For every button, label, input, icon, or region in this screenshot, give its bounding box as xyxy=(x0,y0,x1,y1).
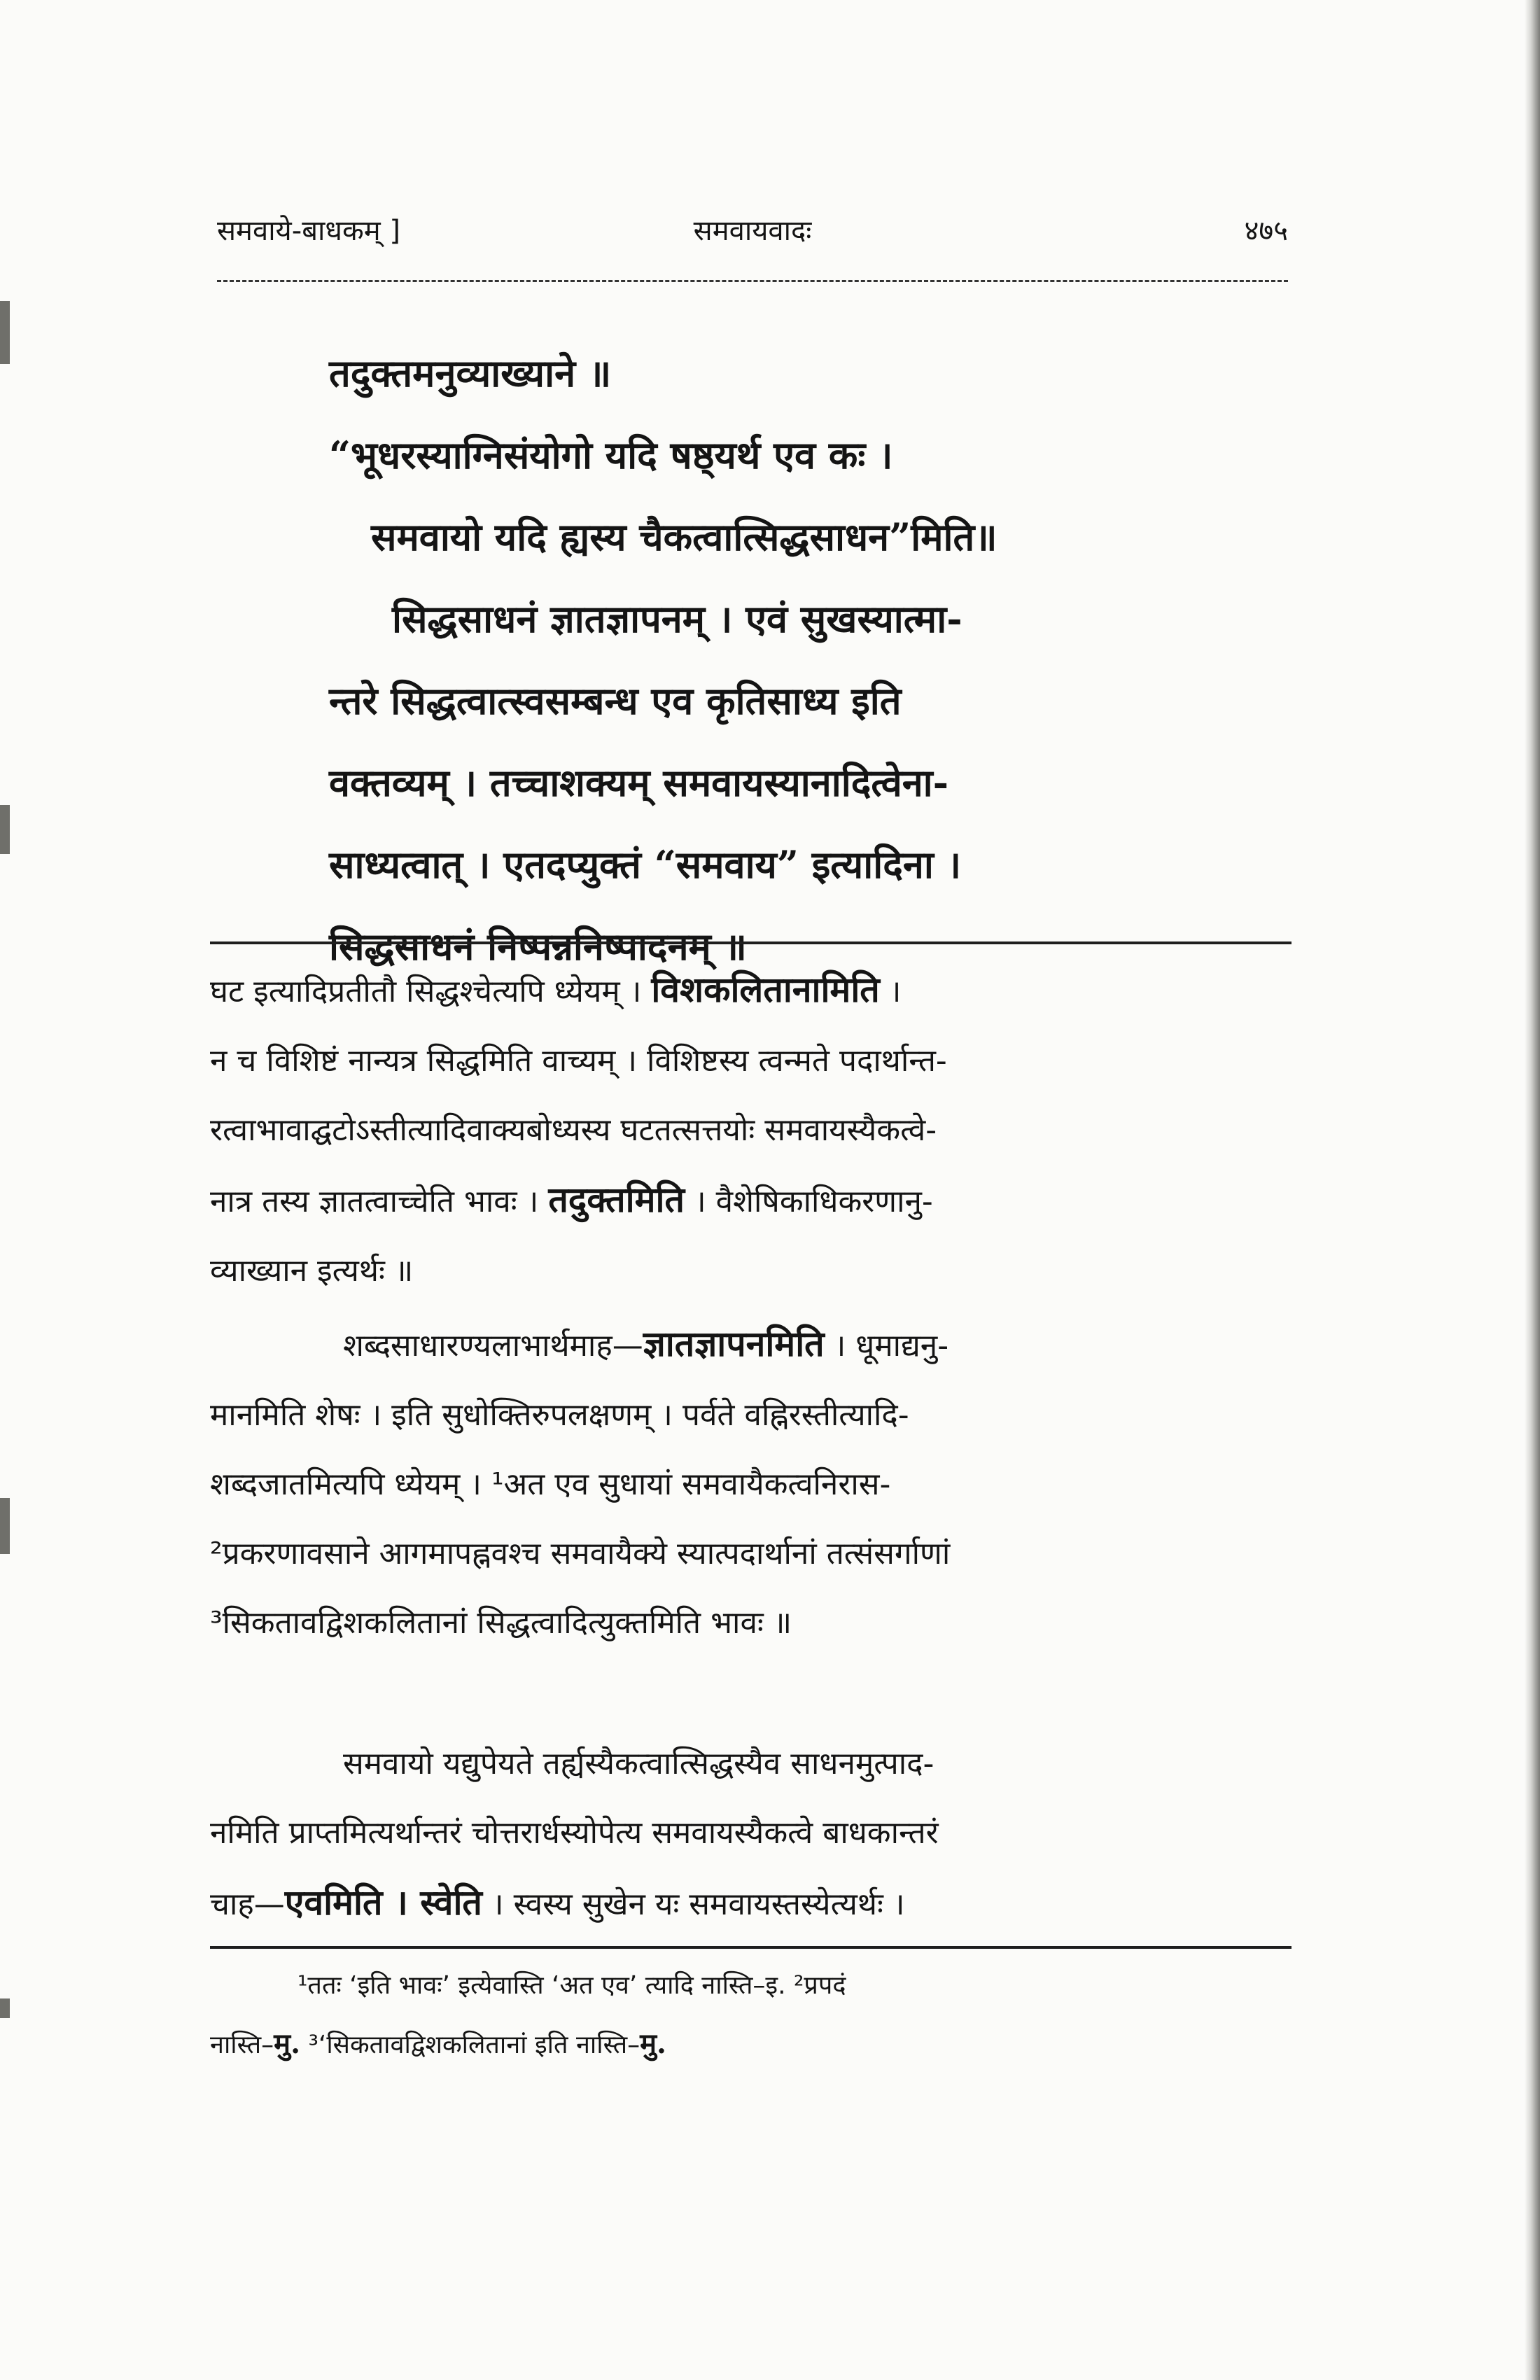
mula-line: तदुक्तमनुव्याख्याने ॥ xyxy=(329,351,612,396)
commentary-text: घट इत्यादिप्रतीतौ सिद्धश्चेत्यपि ध्येयम् । xyxy=(210,974,652,1009)
commentary-text: शब्दजातमित्यपि ध्येयम् । ¹अत एव सुधायां समवायैकत्वनिरास- xyxy=(210,1466,891,1502)
mula-line: साध्यत्वात् । एतदप्युक्तं “समवाय” इत्यादिना । xyxy=(329,842,962,887)
commentary-line xyxy=(210,1868,1292,1939)
commentary-text: व्याख्यान इत्यर्थः ॥ xyxy=(210,1253,414,1289)
header-section-title: समवाये-बाधकम् ] xyxy=(217,215,400,247)
mula-commentary-divider xyxy=(210,941,1292,944)
commentary-line xyxy=(210,1026,1292,1096)
commentary-text: समवायो यद्युपेयते तर्ह्यस्यैकत्वात्सिद्धस्यैव साधनमुत्पाद- xyxy=(343,1746,934,1782)
page-edge-shadow xyxy=(1525,0,1540,2380)
mula-text xyxy=(329,332,1183,988)
footnote-source: मु. xyxy=(640,2027,666,2060)
header-rule xyxy=(217,280,1288,282)
commentary-line xyxy=(210,1165,1292,1236)
pratika-lemma: ज्ञातज्ञापनमिति xyxy=(643,1323,825,1364)
commentary-text: शब्दसाधारण्यलाभार्थमाह— xyxy=(343,1328,643,1364)
mula-line: वक्तव्यम् । तच्चाशक्यम् समवायस्यानादित्वेना- xyxy=(329,760,949,805)
commentary-text: नात्र तस्य ज्ञातत्वाच्चेति भावः । xyxy=(210,1184,549,1219)
commentary-line xyxy=(210,1309,1292,1380)
footnote-line xyxy=(210,1956,1292,2015)
pratika-lemma: एवमिति । स्वेति xyxy=(284,1882,482,1923)
commentary-line xyxy=(210,955,1292,1026)
binding-mark xyxy=(0,1998,10,2018)
commentary-paragraph-3 xyxy=(210,1729,1292,1939)
commentary-paragraph-1 xyxy=(210,955,1292,1306)
commentary-text: मानमिति शेषः । इति सुधोक्तिरुपलक्षणम् । पर्वते वह्निरस्तीत्यादि- xyxy=(210,1397,909,1433)
commentary-text: । स्वस्य सुखेन यः समवायस्तस्येत्यर्थः । xyxy=(482,1886,905,1922)
commentary-paragraph-2 xyxy=(210,1309,1292,1658)
footnote-text: ³‘सिकतावद्विशकलितानां इति नास्ति– xyxy=(300,2031,640,2059)
binding-mark xyxy=(0,805,10,854)
header-chapter-title: समवायवादः xyxy=(693,215,812,247)
commentary-line xyxy=(210,1519,1292,1588)
commentary-text: चाह— xyxy=(210,1886,285,1922)
binding-mark xyxy=(0,1498,10,1554)
footnote-source: मु. xyxy=(274,2027,301,2060)
commentary-line xyxy=(210,1729,1292,1798)
commentary-line xyxy=(210,1380,1292,1450)
footnote-text: नास्ति– xyxy=(210,2031,274,2059)
commentary-line xyxy=(210,1798,1292,1868)
commentary-text: नमिति प्राप्तमित्यर्थान्तरं चोत्तरार्धस्योपेत्य समवायस्यैकत्वे बाधकान्तरं xyxy=(210,1815,939,1851)
mula-line: समवायो यदि ह्यस्य चैकत्वात्सिद्धसाधन”मिति॥ xyxy=(371,514,997,559)
commentary-line xyxy=(210,1236,1292,1306)
mula-line: “भूधरस्याग्निसंयोगो यदि षष्ठ्यर्थ एव कः । xyxy=(329,433,893,477)
mula-line: सिद्धसाधनं ज्ञातज्ञापनम् । एवं सुखस्यात्मा- xyxy=(392,596,962,641)
binding-mark xyxy=(0,301,10,364)
mula-line: न्तरे सिद्धत्वात्स्वसम्बन्ध एव कृतिसाध्य इति xyxy=(329,678,902,723)
footnote-divider xyxy=(210,1946,1292,1949)
mula-line: सिद्धसाधनं निष्पन्ननिष्पादनम् ॥ xyxy=(329,924,747,969)
commentary-text: न च विशिष्टं नान्यत्र सिद्धमिति वाच्यम् । विशिष्टस्य त्वन्मते पदार्थान्त- xyxy=(210,1043,947,1079)
commentary-line xyxy=(210,1096,1292,1165)
commentary-text: ²प्रकरणावसाने आगमापह्नवश्च समवायैक्ये स्यात्पदार्थानां तत्संसर्गाणां xyxy=(210,1536,951,1572)
footnote-line xyxy=(210,2015,1292,2074)
commentary-text: । xyxy=(879,974,902,1009)
commentary-line xyxy=(210,1588,1292,1658)
page-number: ४७५ xyxy=(1244,215,1288,247)
footnotes xyxy=(210,1956,1292,2074)
commentary-text: रत्वाभावाद्घटोऽस्तीत्यादिवाक्यबोध्यस्य घटतत्सत्तयोः समवायस्यैकत्वे- xyxy=(210,1112,937,1148)
pratika-lemma: विशकलितानामिति xyxy=(651,969,880,1010)
commentary-text: ³सिकतावद्विशकलितानां सिद्धत्वादित्युक्तमिति भावः ॥ xyxy=(210,1605,792,1641)
commentary-text: । वैशेषिकाधिकरणानु- xyxy=(684,1184,933,1219)
commentary-text: । धूमाद्यनु- xyxy=(824,1328,949,1364)
commentary-line xyxy=(210,1450,1292,1519)
footnote-text: ¹ततः ‘इति भावः’ इत्येवास्ति ‘अत एव’ त्यादि नास्ति–इ. ²प्रपदं xyxy=(298,1971,846,2000)
pratika-lemma: तदुक्तमिति xyxy=(548,1179,685,1220)
running-header xyxy=(217,210,1288,252)
